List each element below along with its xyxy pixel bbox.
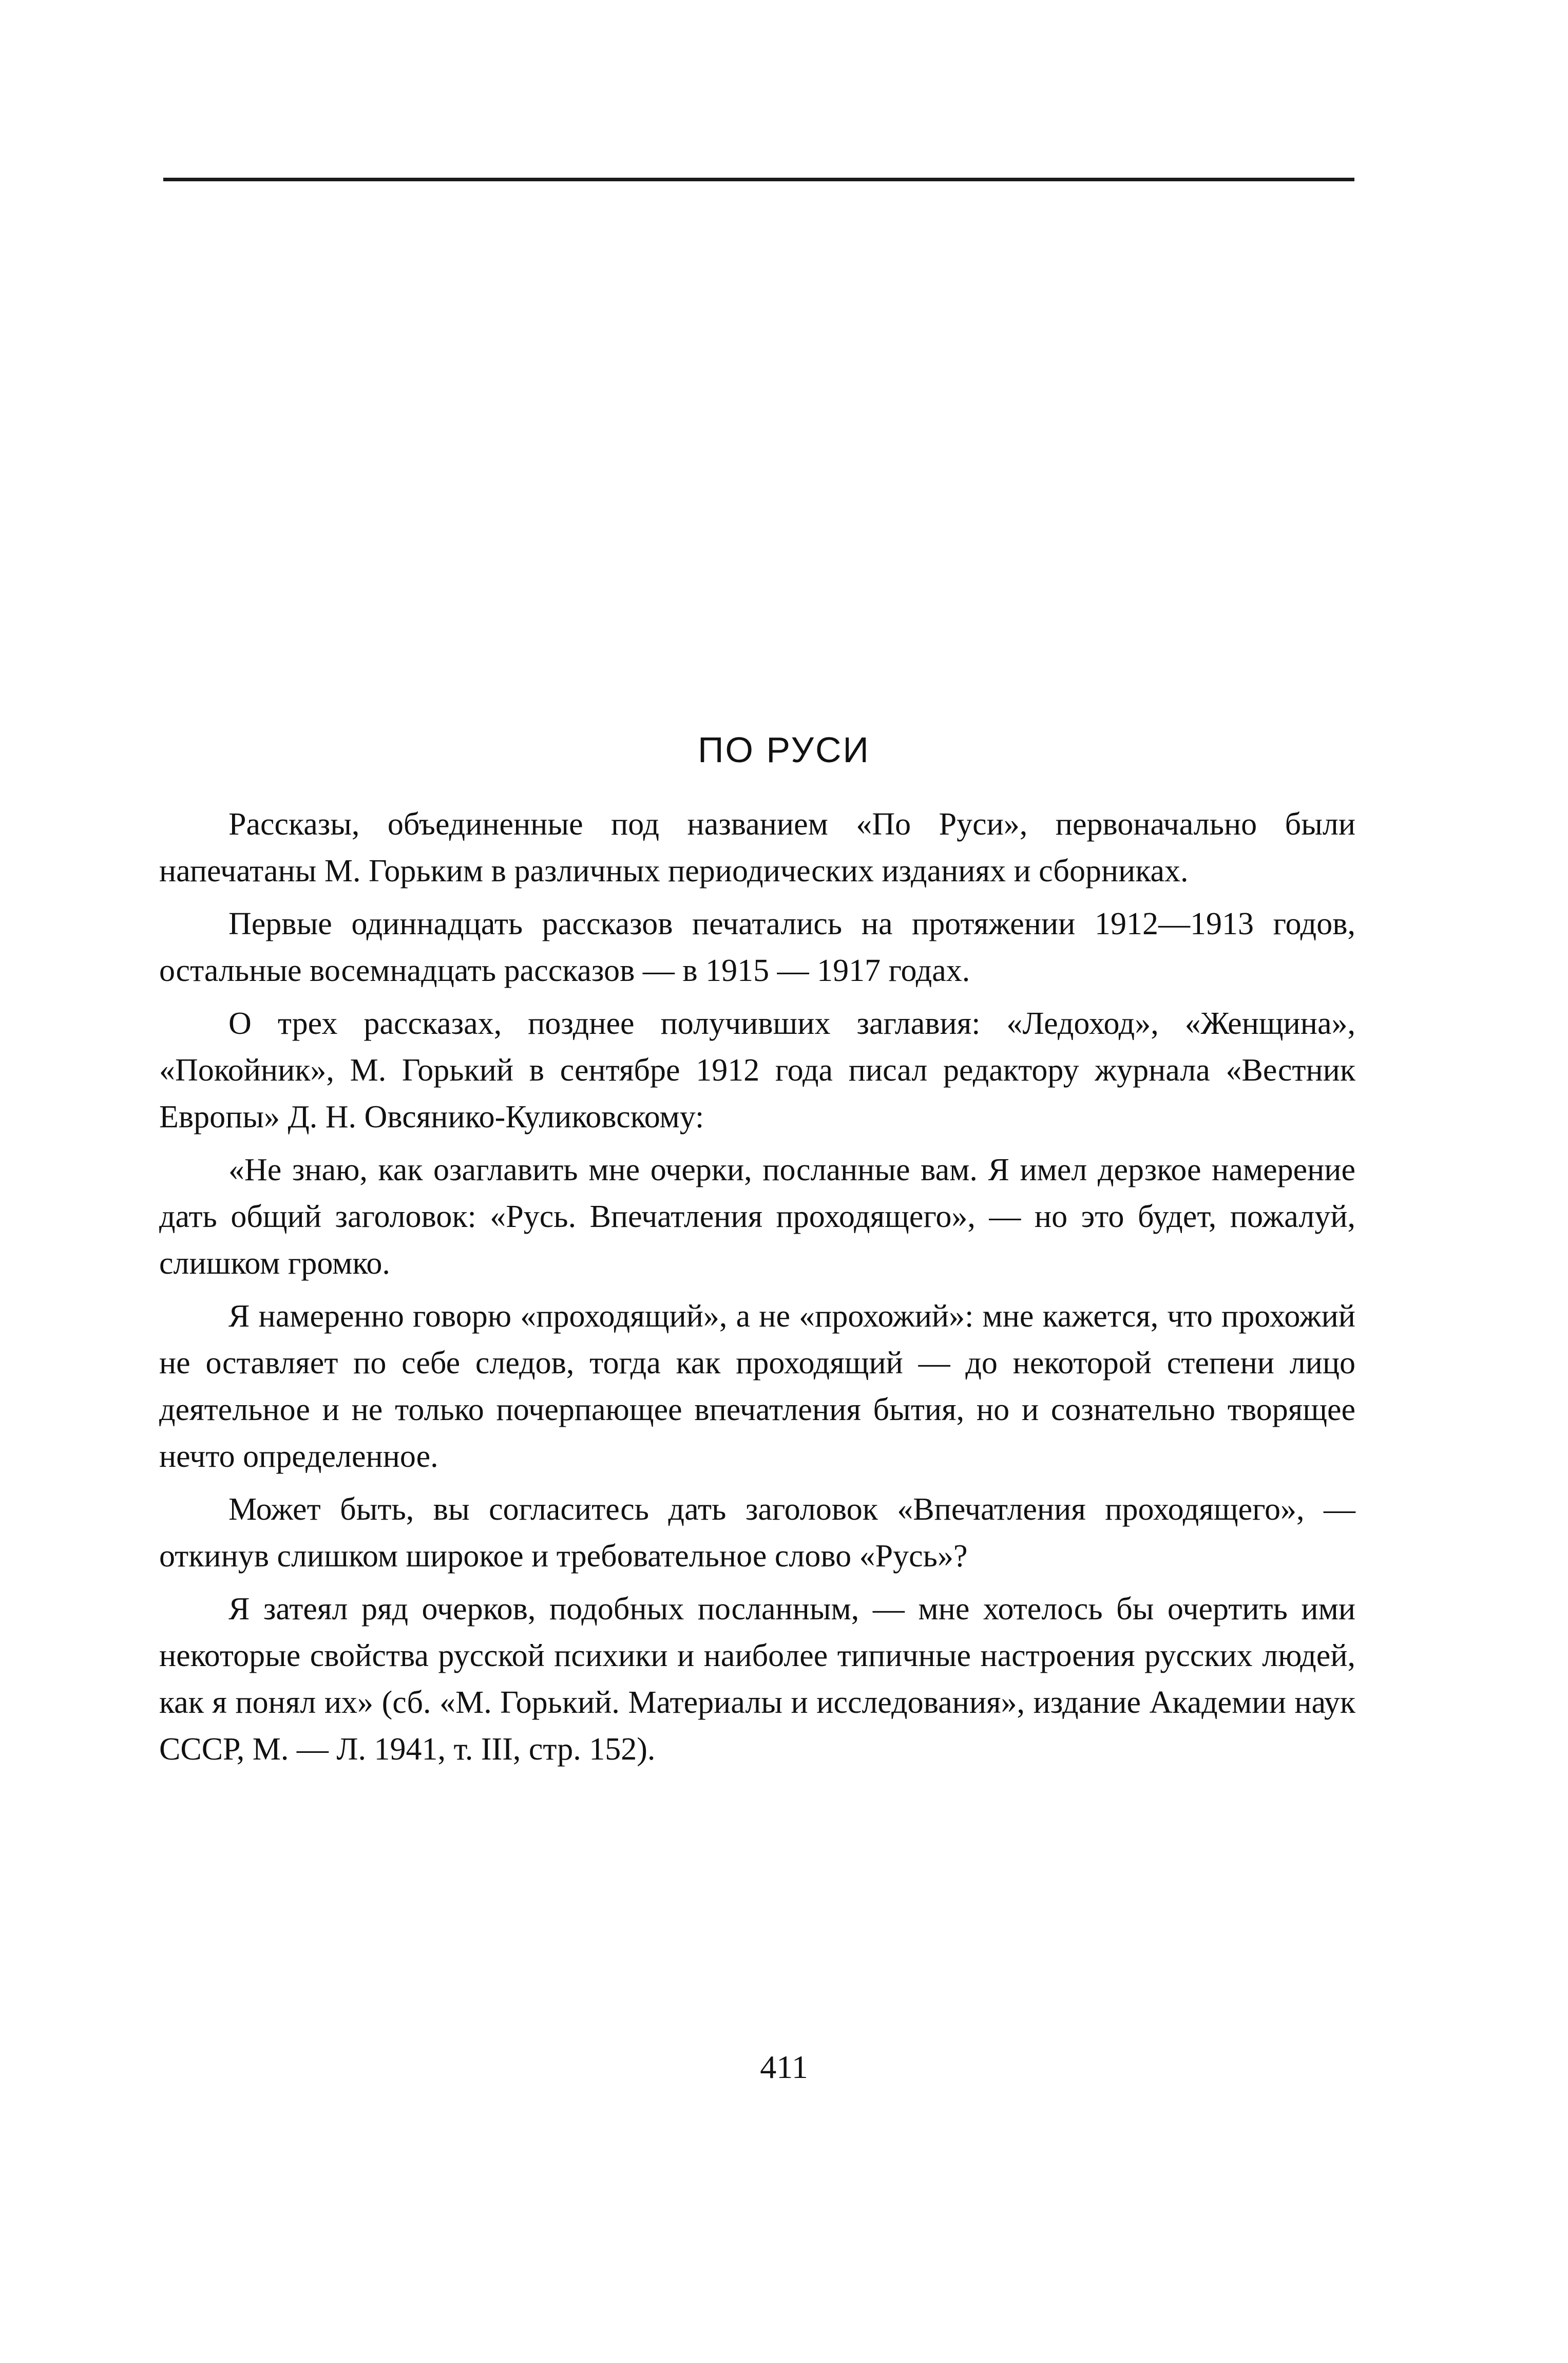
commentary-text bbox=[159, 801, 1355, 1779]
paragraph: Рассказы, объединенные под названием «По Руси», первоначально были напечатаны М. Горьким в различных периодических изданиях и сборниках. bbox=[159, 807, 1355, 889]
section-title: ПО РУСИ bbox=[698, 730, 870, 770]
top-rule bbox=[163, 178, 1354, 181]
quoted-paragraph: Я намеренно говорю «проходящий», а не «прохожий»: мне кажется, что прохожий не оставляет по себе следов, тогда как проходящий — до некоторой степени лицо деятельное и не только почерпающее впечатления бытия, но и сознательно творящее нечто определенное. bbox=[159, 1299, 1355, 1474]
quoted-paragraph: Я затеял ряд очерков, подобных посланным, — мне хотелось бы очертить ими некоторые свойства русской психики и наиболее типичные настроения русских людей, как я понял их» (сб. «М. Горький. Материалы и исследования», издание Академии наук СССР, М. — Л. 1941, т. III, стр. 152). bbox=[159, 1592, 1355, 1767]
paragraph: Первые одиннадцать рассказов печатались на протяжении 1912—1913 годов, остальные восемнадцать рассказов — в 1915 — 1917 годах. bbox=[159, 906, 1355, 988]
quoted-paragraph: Может быть, вы согласитесь дать заголовок «Впечатления проходящего», — откинув слишком широкое и требовательное слово «Русь»? bbox=[159, 1492, 1355, 1574]
quoted-paragraph: «Не знаю, как озаглавить мне очерки, посланные вам. Я имел дерзкое намерение дать общий заголовок: «Русь. Впечатления проходящего», — но это будет, пожалуй, слишком громко. bbox=[159, 1152, 1355, 1281]
paragraph: О трех рассказах, позднее получивших заглавия: «Ледоход», «Женщина», «Покойник», М. Горький в сентябре 1912 года писал редактору журнала «Вестник Европы» Д. Н. Овсянико-Куликовскому: bbox=[159, 1006, 1355, 1135]
page-number: 411 bbox=[760, 2049, 808, 2085]
